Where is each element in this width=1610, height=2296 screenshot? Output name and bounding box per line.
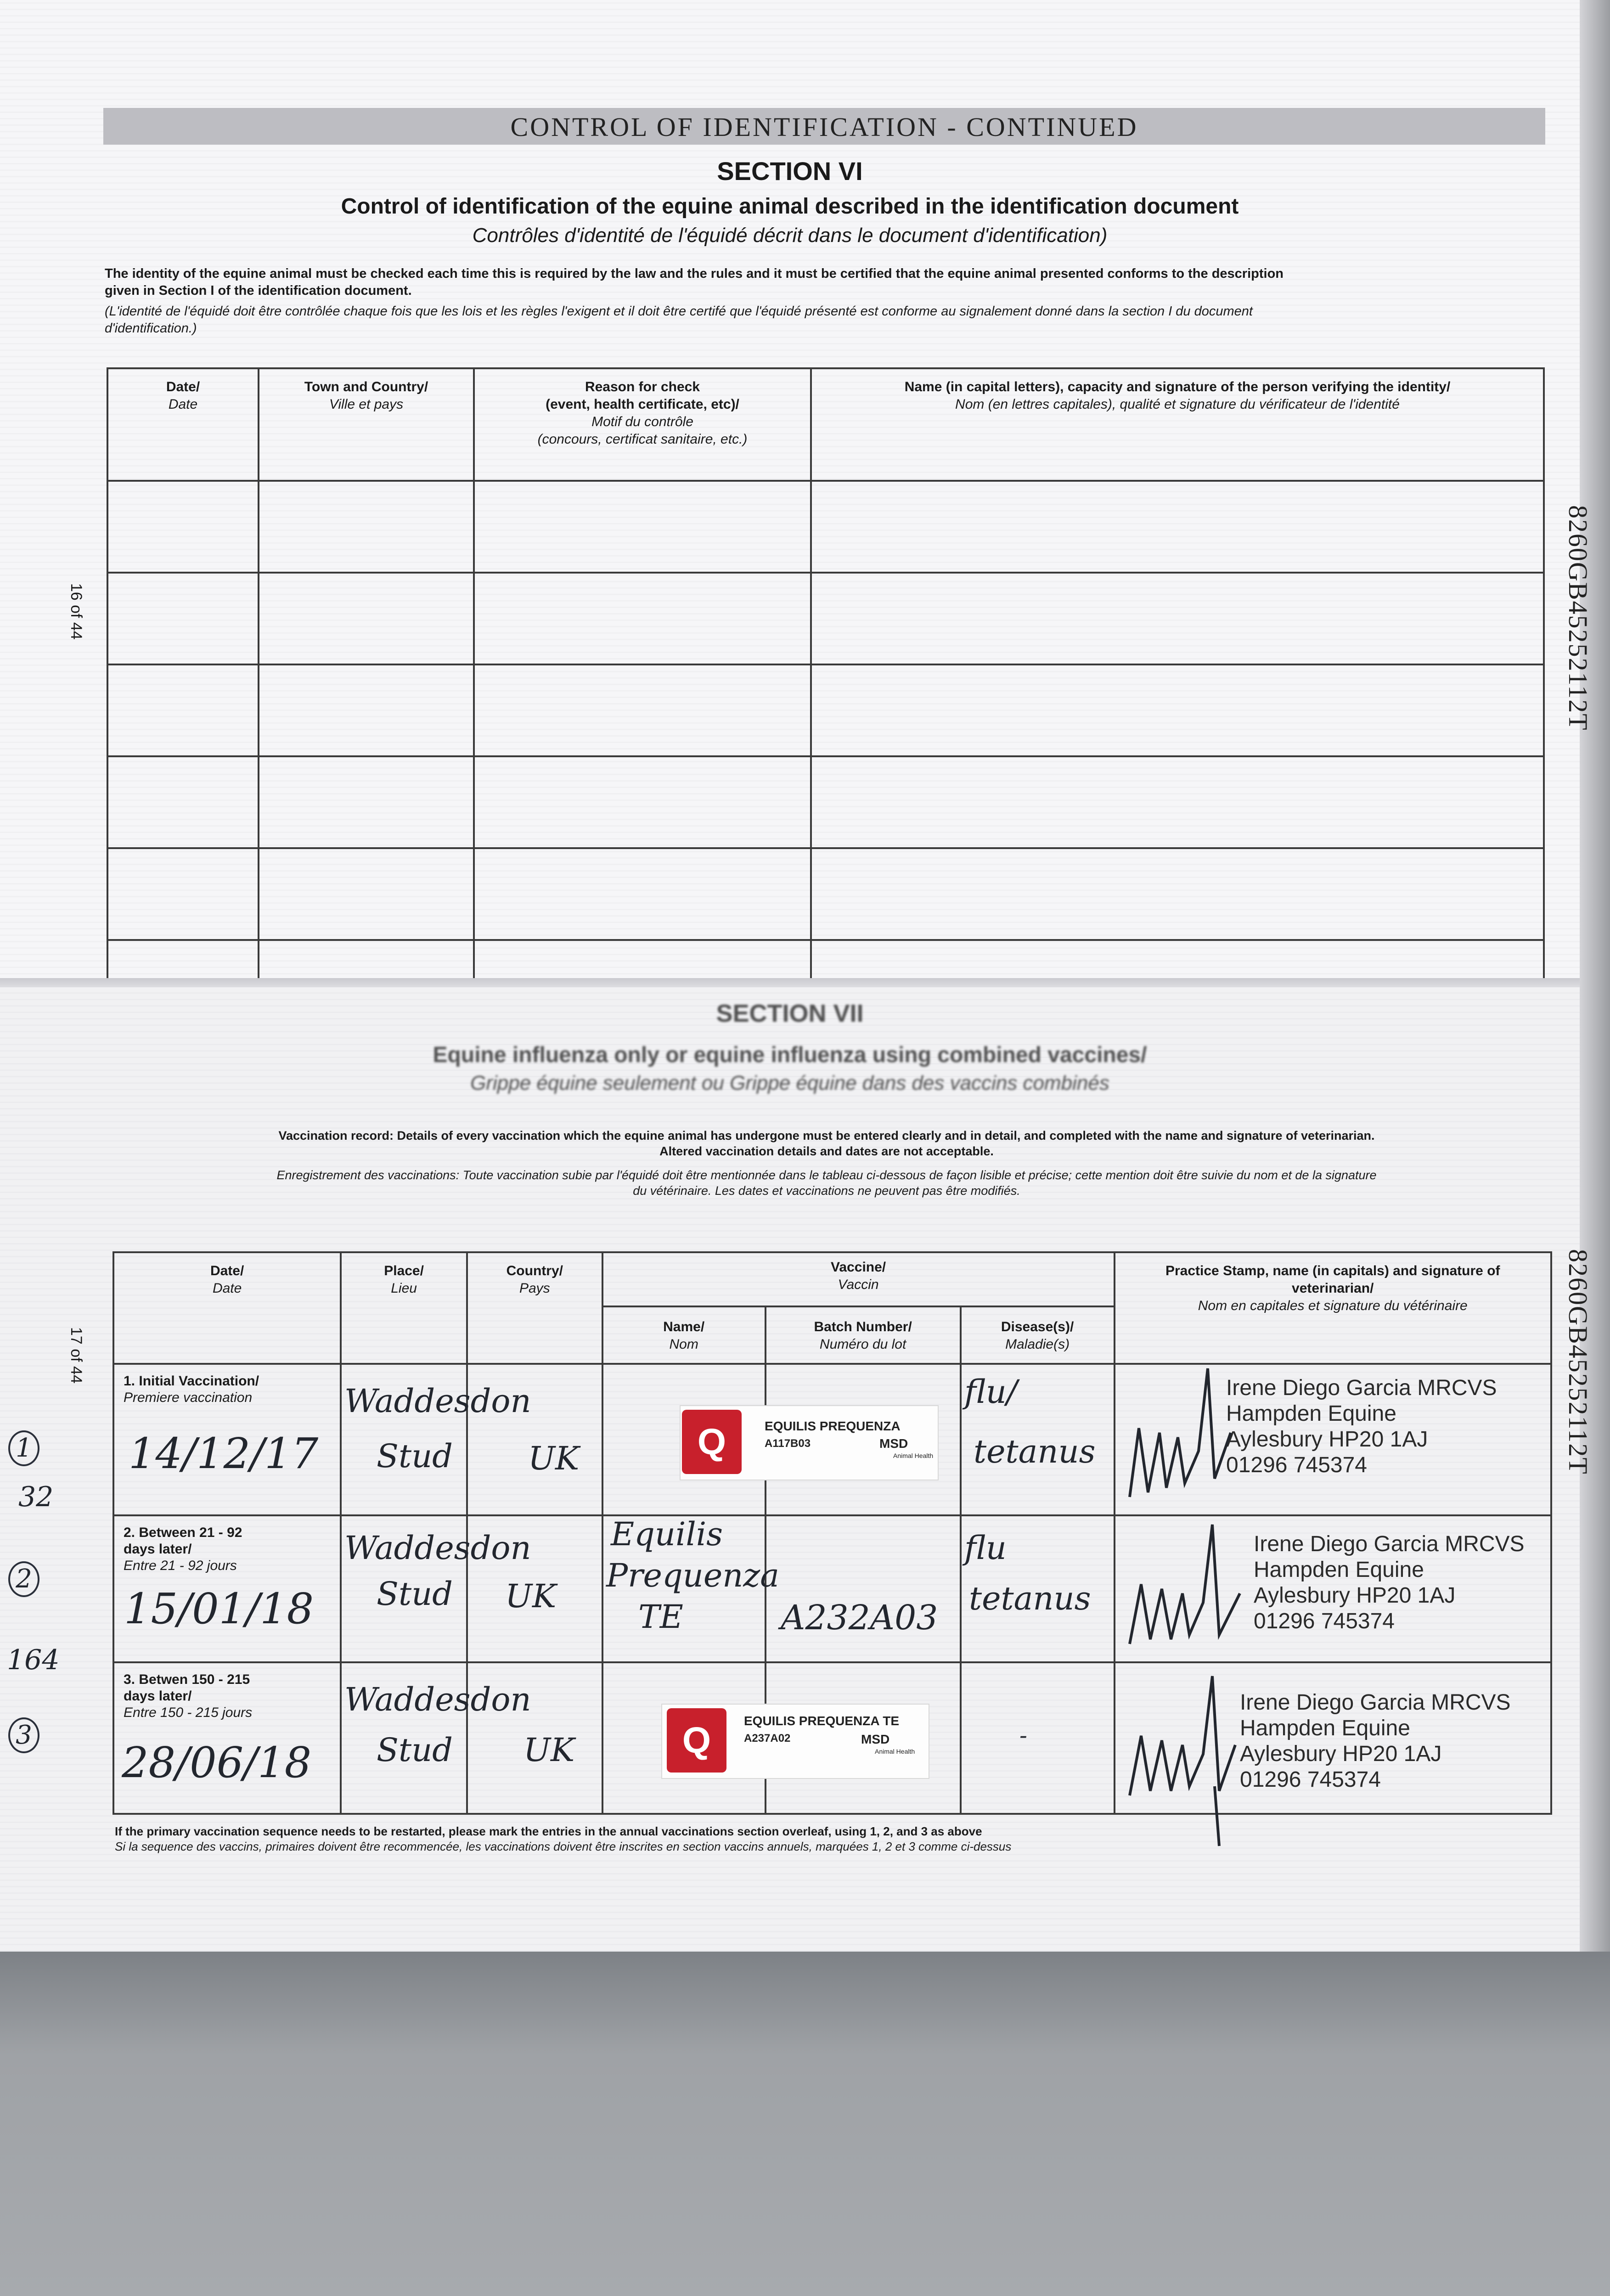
stamp-line-practice: Hampden Equine <box>1254 1558 1424 1582</box>
table-row <box>107 664 1544 756</box>
msd-sub-1: Animal Health <box>893 1452 934 1459</box>
section-title-vii: SECTION VII <box>716 1000 864 1027</box>
col-stamp-header: Practice Stamp, name (in capitals) and signature of veterinarian/ Nom en capitales et signature du vétérinaire <box>1115 1252 1551 1364</box>
intro-paragraph-fr <box>105 303 1547 337</box>
table-row <box>107 481 1544 573</box>
row-1-signature <box>1120 1359 1258 1511</box>
stamp-line-address: Aylesbury HP20 1AJ <box>1226 1427 1428 1452</box>
header-title: CONTROL OF IDENTIFICATION - CONTINUED <box>510 112 1138 142</box>
row-3-date: 28/06/18 <box>122 1738 312 1787</box>
page-number-16: 16 of 44 <box>68 583 85 640</box>
row-1-date: 14/12/17 <box>129 1429 319 1478</box>
row-2-vaccine-line-1: Equilis <box>611 1515 723 1553</box>
row-2-vet-stamp <box>1254 1531 1525 1634</box>
margin-note-circle-2: 2 <box>8 1561 39 1597</box>
row-3-country: UK <box>524 1731 575 1769</box>
stamp-line-phone: 01296 745374 <box>1226 1453 1367 1477</box>
vaccination-intro-fr-line-2: du vétérinaire. Les dates et vaccinations ne peuvent pas être modifiés. <box>633 1184 1020 1198</box>
stamp-line-phone: 01296 745374 <box>1254 1609 1395 1633</box>
row-3-place-line-2: Stud <box>377 1731 453 1769</box>
row-3-vet-stamp <box>1240 1690 1511 1793</box>
margin-note-circle-3: 3 <box>8 1717 39 1753</box>
col-disease-header: Disease(s)/ Maladie(s) <box>961 1306 1115 1364</box>
page-17 <box>0 987 1593 1952</box>
col-vaccine-name-header: Name/ Nom <box>602 1306 766 1364</box>
intro-fr-line-1: (L'identité de l'équidé doit être contrôlée chaque fois que les lois et les règles l'exigent et il doit être certifé que l'équidé présenté est conforme au signalement donné dans la section I du document <box>105 304 1253 319</box>
document-id-top: 8260GB45252112T <box>1563 505 1593 731</box>
section-title: SECTION VI <box>717 157 863 186</box>
identification-check-table <box>107 367 1545 987</box>
intro-paragraph-en <box>105 265 1547 299</box>
intro-en-line-2: given in Section I of the identification document. <box>105 283 412 298</box>
row-1-place-line-2: Stud <box>377 1437 453 1475</box>
vaccination-intro-fr-line-1: Enregistrement des vaccinations: Toute vaccination subie par l'équidé doit être mentionnée dans le tableau ci-dessous de façon lisible et précise; cette mention doit être suivie du nom et de la signature <box>276 1168 1377 1182</box>
stamp-line-name: Irene Diego Garcia MRCVS <box>1240 1690 1511 1715</box>
stamp-line-practice: Hampden Equine <box>1226 1401 1396 1426</box>
col-batch-header: Batch Number/ Numéro du lot <box>766 1306 961 1364</box>
row-2-place-line-2: Stud <box>377 1575 453 1613</box>
table-row <box>107 756 1544 848</box>
msd-sub-3: Animal Health <box>875 1748 915 1755</box>
col-country-header: Country/ Pays <box>467 1252 602 1364</box>
row-3-label-cell: 3. Betwen 150 - 215 days later/ Entre 150 - 215 jours <box>113 1662 341 1814</box>
stamp-line-practice: Hampden Equine <box>1240 1716 1410 1740</box>
vaccine-sticker-3-name: EQUILIS PREQUENZA TE <box>744 1714 900 1728</box>
col-date-header: Date/ Date <box>107 368 259 481</box>
table-row <box>107 848 1544 940</box>
row-2-place-line-1: Waddesdon <box>344 1529 531 1567</box>
row-2-disease-line-2: tetanus <box>969 1580 1091 1617</box>
col-name-header: Name (in capital letters), capacity and signature of the person verifying the identity/ Nom (en lettres capitales), qualité et signature du vérificateur de l'identité <box>811 368 1544 481</box>
intro-en-line-1: The identity of the equine animal must be checked each time this is required by the law and the rules and it must be certified that the equine animal presented conforms to the description <box>105 266 1284 281</box>
row-1-disease-line-1: flu/ <box>964 1373 1018 1411</box>
q-logo-3: Q <box>667 1708 726 1773</box>
stamp-line-name: Irene Diego Garcia MRCVS <box>1254 1532 1525 1556</box>
page-16 <box>0 0 1593 987</box>
vaccination-intro-en-line-1: Vaccination record: Details of every vaccination which the equine animal has undergone must be entered clearly and in detail, and completed with the name and signature of veterinarian. <box>278 1129 1375 1142</box>
col-place-header: Place/ Lieu <box>341 1252 467 1364</box>
footer-note-en: If the primary vaccination sequence needs to be restarted, please mark the entries in the annual vaccinations section overleaf, using 1, 2, and 3 as above <box>115 1824 982 1838</box>
row-2-signature <box>1120 1515 1258 1667</box>
row-1-country: UK <box>528 1440 580 1477</box>
row-2-country: UK <box>505 1577 557 1615</box>
row-2-vaccine-line-3: TE <box>638 1598 683 1636</box>
footer-note-fr: Si la sequence des vaccins, primaires doivent être recommencée, les vaccinations doivent être inscrites en section vaccins annuels, marquées 1, 2 et 3 comme ci-dessus <box>115 1840 1012 1853</box>
page-number-17: 17 of 44 <box>68 1327 85 1384</box>
intro-fr-line-2: d'identification.) <box>105 321 197 336</box>
subtitle-en: Control of identification of the equine animal described in the identification document <box>341 194 1239 219</box>
vaccine-sticker-1-batch: A117B03 <box>765 1437 811 1450</box>
row-1-disease-line-2: tetanus <box>974 1433 1096 1470</box>
stamp-line-phone: 01296 745374 <box>1240 1767 1381 1792</box>
vaccination-intro-en <box>110 1128 1543 1159</box>
row-2-date: 15/01/18 <box>124 1584 314 1633</box>
vaccination-intro-fr <box>110 1167 1543 1199</box>
row-1-label-cell: 1. Initial Vaccination/ Premiere vaccination <box>113 1364 341 1515</box>
table-row <box>107 573 1544 664</box>
row-2-label-cell: 2. Between 21 - 92 days later/ Entre 21 - 92 jours <box>113 1515 341 1662</box>
col-date-header: Date/ Date <box>113 1252 341 1364</box>
margin-note-circle-1: 1 <box>8 1430 39 1466</box>
subtitle-vii-fr: Grippe équine seulement ou Grippe équine dans des vaccins combinés <box>470 1072 1109 1094</box>
margin-note-32: 32 <box>18 1481 54 1513</box>
row-3-place-line-1: Waddesdon <box>344 1681 531 1718</box>
row-2-batch: A232A03 <box>781 1598 938 1638</box>
q-logo-1: Q <box>682 1410 742 1474</box>
row-2-disease-line-1: flu <box>964 1529 1007 1567</box>
page-edge <box>1580 0 1610 1952</box>
msd-logo-1: MSD <box>879 1436 908 1451</box>
col-town-header: Town and Country/ Ville et pays <box>259 368 474 481</box>
row-2-vaccine-line-2: Prequenza <box>606 1557 780 1594</box>
msd-logo-3: MSD <box>861 1732 890 1746</box>
vaccination-intro-en-line-2: Altered vaccination details and dates are not acceptable. <box>659 1144 994 1158</box>
col-vaccine-header: Vaccine/ Vaccin <box>602 1252 1115 1306</box>
row-1-vet-stamp <box>1226 1375 1497 1478</box>
row-1-place-line-1: Waddesdon <box>344 1382 531 1420</box>
stamp-line-address: Aylesbury HP20 1AJ <box>1240 1742 1442 1766</box>
scan-background <box>0 1952 1610 2296</box>
subtitle-fr: Contrôles d'identité de l'équidé décrit dans le document d'identification) <box>472 224 1108 247</box>
vaccine-sticker-3-batch: A237A02 <box>744 1732 791 1745</box>
row-3-disease-mark: - <box>1019 1722 1027 1749</box>
subtitle-vii-en: Equine influenza only or equine influenza using combined vaccines/ <box>433 1043 1147 1067</box>
document-id-bottom: 8260GB45252112T <box>1563 1249 1593 1475</box>
margin-note-164: 164 <box>7 1644 60 1676</box>
vaccine-sticker-1-name: EQUILIS PREQUENZA <box>765 1419 901 1433</box>
row-3-signature <box>1120 1667 1267 1851</box>
stamp-line-name: Irene Diego Garcia MRCVS <box>1226 1376 1497 1400</box>
stamp-line-address: Aylesbury HP20 1AJ <box>1254 1583 1456 1608</box>
col-reason-header: Reason for check (event, health certificate, etc)/ Motif du contrôle (concours, certificat sanitaire, etc.) <box>474 368 811 481</box>
